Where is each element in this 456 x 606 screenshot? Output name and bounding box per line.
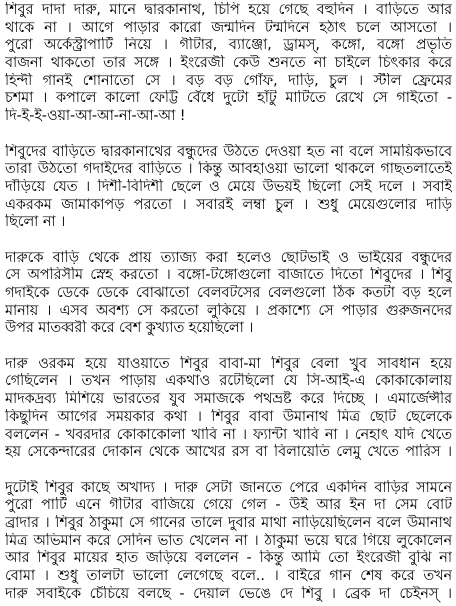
text-line: তারা উঠতো গদাইদের বাড়িতে । কিন্তু আবহাওয়া ভালো থাকলে গাছতলাতেই: [5, 161, 452, 178]
text-line: সে অপরিসীম স্নেহ করতো । বঙ্গো-টঙ্গোগুলো বাজাতে দিতো শিবুদের । শিবু: [5, 267, 452, 284]
text-line: মিত্র অভিমান করে সেদিন ভাত খেলেন না । ঠাকুমা ভয়ে ঘরে গিয়ে লুকোলেন: [5, 532, 452, 549]
text-line: ব্রাদার । শিবুর ঠাকুমা সে গানের তালে দুবার মাথা নাড়িয়েছিলেন বলে উমানাথ: [5, 514, 452, 531]
paragraph-5: [5, 480, 452, 604]
text-line: বাজনা থাকতো তার সঙ্গে । ইংরেজী কেউ শুনতে না চাইলে চিৎকার করে: [5, 55, 452, 72]
text-line: দুটোই শিবুর কাছে অখাদ্য । দারু সেটা জানতে পেরে একদিন বাড়ির সামনে: [5, 479, 452, 496]
text-line: বললেন - খবরদার কোকাকোলা খাবি না । ফ্যান্টা খাবি না । নেহাৎ যদি খেতে: [5, 426, 452, 443]
text-line: শিবুদের বাড়িতে দ্বারকানাথের বন্ধুদের উঠতে দেওয়া হত না বলে সাময়িকভাবে: [5, 143, 452, 160]
text-line: হয় সেকেন্দারের দোকান থেকে আখের রস বা বিলায়েতি লেমু খেতে পারিস ।: [5, 444, 452, 461]
text-line: থাকে না । আগে পাড়ার কারো জন্মদিন টন্মদিনে হঠাৎ চলে আসতো ।: [5, 19, 452, 36]
text-line: আর শিবুর মায়ের হাত জড়িয়ে বললেন - কিন্তু আমি তো ইংরেজী বুঝি না: [5, 550, 452, 567]
paragraph-3: [5, 250, 452, 338]
text-line: কিছুদিন আগের সময়কার কথা । শিবুর বাবা উমানাথ মিত্র ছোট ছেলেকে: [5, 408, 452, 425]
text-line: মানায় । এসব অবশ্য সে করতো লুকিয়ে । প্রকাশ্যে সে পাড়ার গুরুজনদের: [5, 302, 452, 319]
text-line: দারু ওরকম হয়ে যাওয়াতে শিবুর বাবা-মা শিবুর বেলা খুব সাবধান হয়ে: [5, 355, 452, 372]
text-line: মাদকদ্রব্য মিশিয়ে ভারতের যুব সমাজকে পথভ্রষ্ট করে দিচ্ছে । এমার্জেন্সীর: [5, 391, 452, 408]
text-line: উপর মাতব্বরী করে বেশ কুখ্যাত হয়েছিলো ।: [5, 320, 254, 337]
text-line: ছিলো না ।: [5, 214, 66, 231]
text-line: দাঁড়িয়ে যেত । দিশী-বিদিশী ছেলে ও মেয়ে উভয়ই ছিলো সেই দলে । সবাই: [5, 178, 452, 195]
text-line: বোমা । শুধু তালটা ভালো লেগেছে বলে.. । বাইরে গান শেষ করে তখন: [5, 568, 452, 584]
text-line: গেছিলেন । তখন পাড়ায় একথাও রটেছিলো যে সি-আই-এ কোকাকোলায়: [5, 373, 452, 390]
text-line: পুরো পার্টি এনে গীটার বাজিয়ে গেয়ে গেল - উই আর ইন দা সেম বোট: [5, 497, 452, 514]
paragraph-4: [5, 356, 452, 462]
text-line: পুরো অর্কেস্ট্রাপার্টি নিয়ে । গীটার, ব্যাঞ্জো, ড্রামস্, কঙ্গো, বঙ্গো প্রভৃতি: [5, 37, 452, 54]
text-line: দি-ই-ই-ওয়া-আ-আ-না-আ-আ !: [5, 108, 186, 125]
text-line: শিবুর দাদা দারু, মানে দ্বারকানাথ, চিপি হয়ে গেছে বহুদিন । বাড়িতে আর: [5, 2, 452, 18]
paragraph-1: [5, 2, 452, 126]
paragraph-2: [5, 144, 452, 232]
text-line: একরকম জামাকাপড় পরতো । সবারই লম্বা চুল । শুধু মেয়েগুলোর দাড়ি: [5, 196, 452, 213]
text-line: গদাইকে ডেকে ডেকে বোঝাতো বেলবটসের বেলগুলো ঠিক কতটা বড় হলে: [5, 285, 452, 301]
text-line: চশমা । কপালে কালো ফেট্টি বেঁধে দুটো হাঁটু মাটিতে রেখে সে গাইতো -: [5, 90, 452, 107]
text-line: দারুকে বাড়ি থেকে প্রায় ত্যাজ্য করা হলেও ছোটভাই ও ভাইয়ের বন্ধুদের: [5, 249, 452, 266]
text-line: হিন্দী গানই শোনাতো সে । বড় বড় গোঁফ, দাড়ি, চুল । স্টীল ফ্রেমের: [5, 72, 452, 89]
text-line: দারু সবাইকে চেঁচিয়ে বলছে - দেয়াল ভেঙে দে শিবু । ব্রেক দা চেইনস্ ।: [5, 585, 452, 602]
